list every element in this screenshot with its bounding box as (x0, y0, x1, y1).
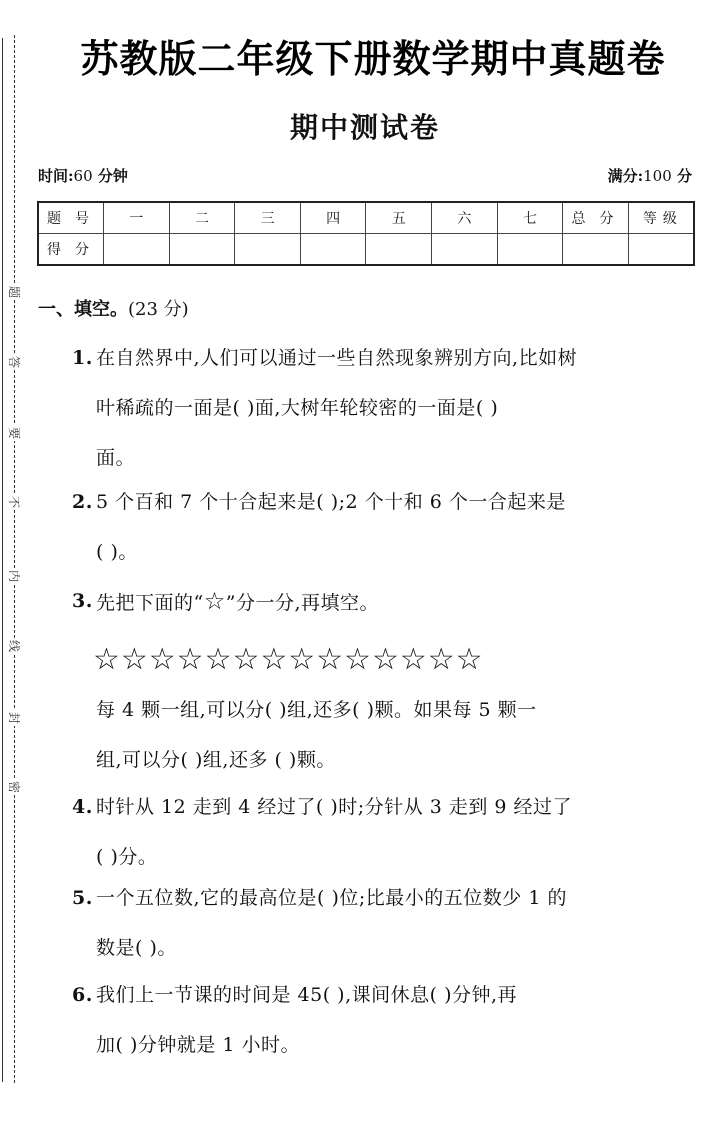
binding-margin-char: 封 (7, 711, 21, 724)
time-value: 60 (73, 167, 93, 185)
cell-section-1: 一 (104, 202, 170, 234)
score-input-grade[interactable] (628, 234, 694, 266)
question-text-line: 叶稀疏的一面是( )面,大树年轮较密的一面是( ) (96, 397, 499, 419)
question-3-followup (72, 685, 698, 785)
score-input-7[interactable] (497, 234, 563, 266)
score-table-header-row (38, 202, 694, 234)
question-text-suffix: ”分一分,再填空。 (225, 592, 379, 614)
score-input-5[interactable] (366, 234, 432, 266)
score-value: 100 (643, 167, 672, 185)
time-label: 时间: (38, 167, 74, 185)
score-input-6[interactable] (432, 234, 498, 266)
binding-margin-char: 线 (7, 639, 21, 652)
score-input-total[interactable] (563, 234, 629, 266)
question-text-line: 每 4 颗一组,可以分( )组,还多( )颗。如果每 5 颗一 (96, 699, 537, 721)
section-title: 一、填空。 (38, 299, 128, 320)
question-5 (72, 873, 698, 973)
exam-time (38, 165, 128, 186)
question-1 (72, 333, 698, 483)
binding-margin-solid-line (2, 38, 3, 1082)
binding-margin-char: 不 (7, 495, 21, 508)
question-number: 5. (72, 887, 93, 909)
question-text-line: ( )分。 (96, 846, 158, 868)
cell-section-4: 四 (300, 202, 366, 234)
binding-margin-char: 题 (7, 285, 21, 298)
question-text-line: 我们上一节课的时间是 45( ),课间休息( )分钟,再 (96, 984, 518, 1006)
question-text-line: 一个五位数,它的最高位是( )位;比最小的五位数少 1 的 (96, 887, 567, 909)
question-text-line: 在自然界中,人们可以通过一些自然现象辨别方向,比如树 (96, 347, 578, 369)
question-number: 3. (72, 590, 93, 612)
time-unit: 分钟 (92, 167, 128, 185)
score-input-2[interactable] (169, 234, 235, 266)
binding-margin-char: 内 (7, 569, 21, 582)
score-label: 满分: (607, 167, 644, 185)
cell-total-label: 总分 (563, 202, 629, 234)
question-4 (72, 782, 698, 882)
section-points: (23 分) (128, 299, 189, 320)
binding-margin-char: 答 (7, 355, 21, 368)
star-row: ☆☆☆☆☆☆☆☆☆☆☆☆☆☆ (93, 642, 484, 677)
full-score (608, 165, 692, 186)
score-table-score-row (38, 234, 694, 266)
score-input-1[interactable] (104, 234, 170, 266)
cell-section-3: 三 (235, 202, 301, 234)
question-text-prefix: 先把下面的“ (96, 592, 204, 614)
question-number: 4. (72, 796, 93, 818)
question-text-line: ( )。 (96, 541, 138, 563)
question-text-line: 时针从 12 走到 4 经过了( )时;分针从 3 走到 9 经过了 (96, 796, 573, 818)
question-text-line: 面。 (96, 447, 136, 469)
page-title: 苏教版二年级下册数学期中真题卷 (80, 37, 666, 81)
question-text-line: 数是( )。 (96, 937, 177, 959)
cell-section-2: 二 (169, 202, 235, 234)
binding-margin-dashed-line (14, 35, 15, 1083)
score-input-4[interactable] (300, 234, 366, 266)
cell-grade-label: 等级 (628, 202, 694, 234)
question-2 (72, 477, 698, 577)
cell-question-number-label: 题号 (38, 202, 104, 234)
cell-section-5: 五 (366, 202, 432, 234)
cell-section-6: 六 (432, 202, 498, 234)
question-number: 2. (72, 491, 93, 513)
question-number: 6. (72, 984, 93, 1006)
star-icon: ☆ (203, 587, 226, 615)
score-table (37, 201, 695, 266)
question-3 (72, 576, 698, 628)
score-unit: 分 (671, 167, 692, 185)
question-text-line (72, 576, 698, 628)
question-text-line: 加( )分钟就是 1 小时。 (96, 1034, 301, 1056)
binding-margin-char: 密 (7, 780, 21, 793)
question-6 (72, 970, 698, 1070)
question-text-line: 组,可以分( )组,还多 ( )颗。 (96, 749, 336, 771)
binding-margin-char: 要 (7, 426, 21, 439)
page-subtitle: 期中测试卷 (289, 111, 440, 144)
section-heading-fill-blank (38, 297, 189, 323)
score-input-3[interactable] (235, 234, 301, 266)
question-number: 1. (72, 347, 93, 369)
cell-section-7: 七 (497, 202, 563, 234)
question-text-line: 5 个百和 7 个十合起来是( );2 个十和 6 个一合起来是 (96, 491, 566, 513)
cell-score-label: 得分 (38, 234, 104, 266)
